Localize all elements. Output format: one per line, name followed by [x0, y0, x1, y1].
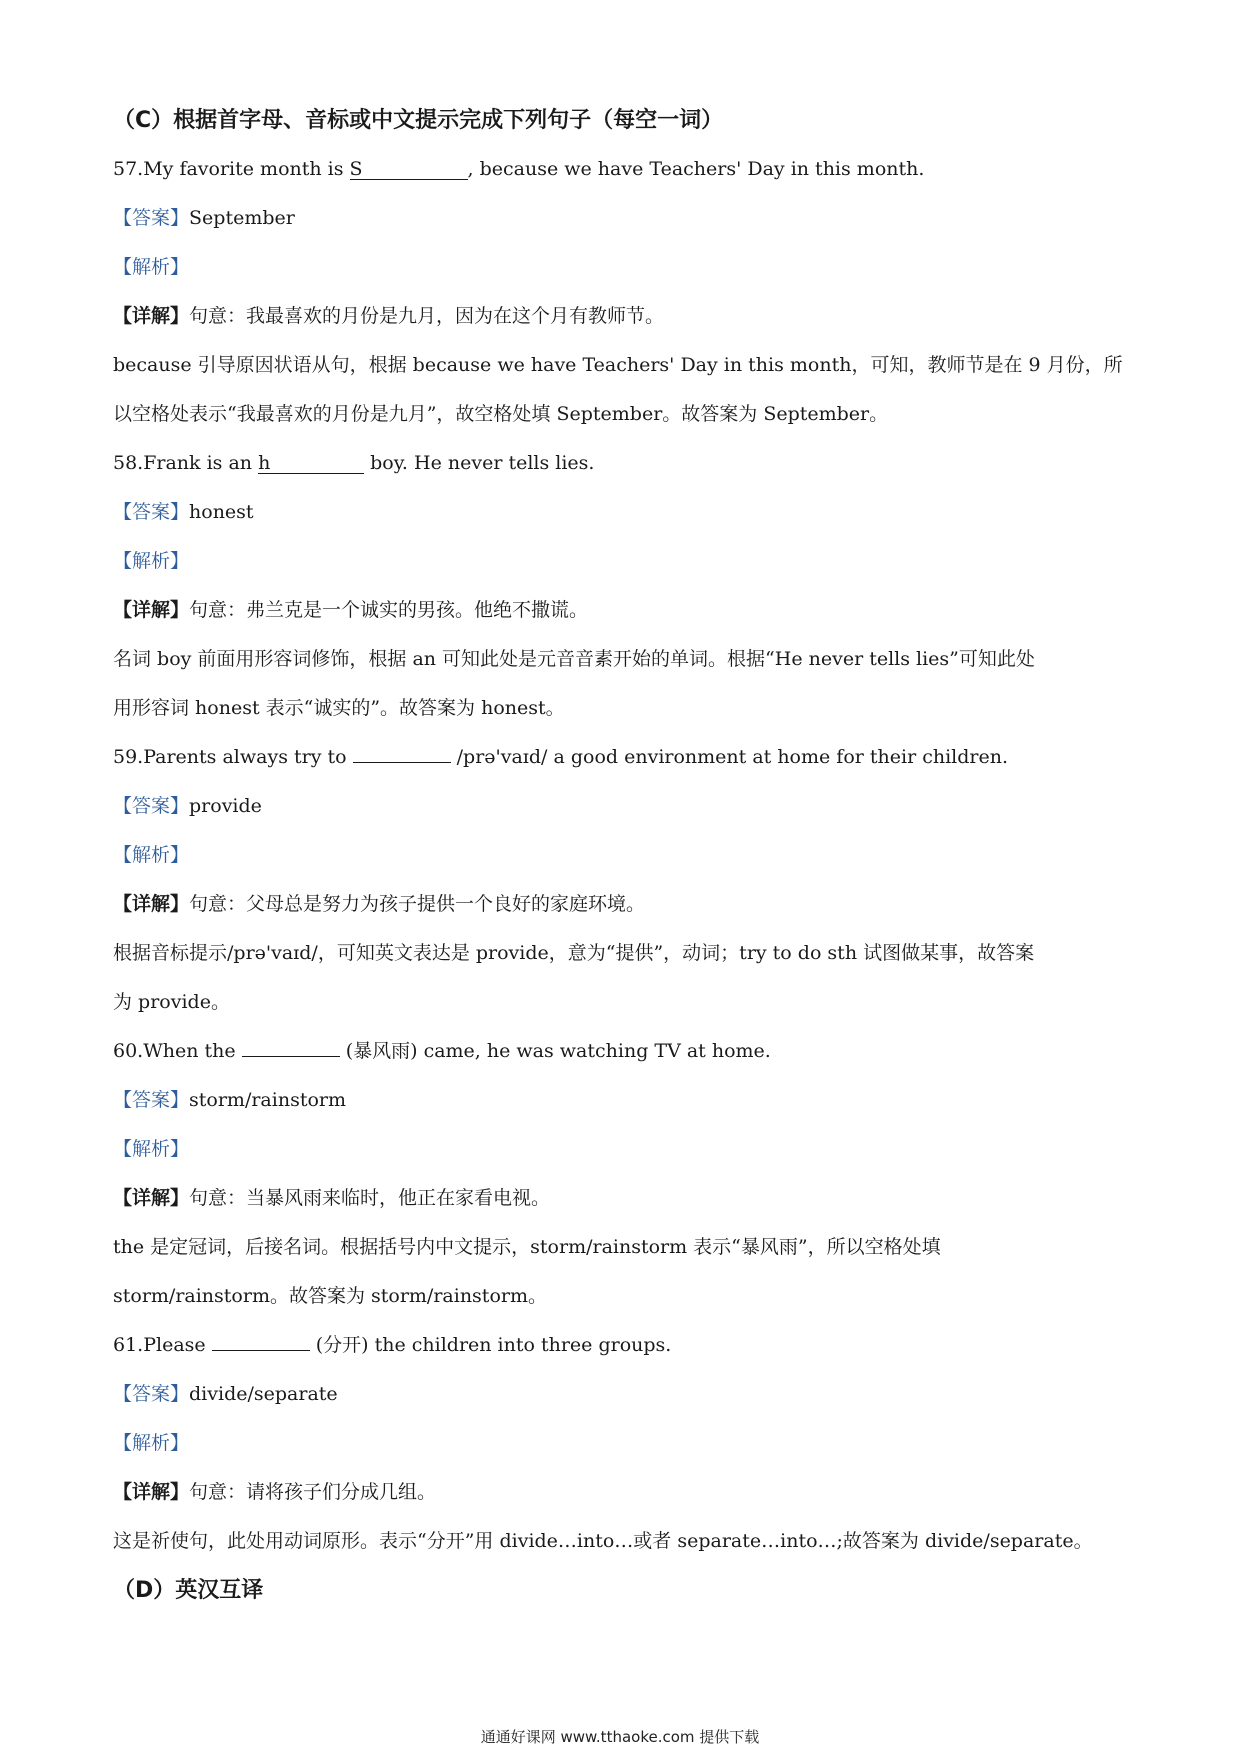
question-59: [113, 733, 1133, 782]
explanation-line: 以空格处表示“我最喜欢的月份是九月”，故空格处填 September。故答案为 September。: [113, 403, 889, 425]
detail-line-60: [113, 1174, 1133, 1223]
answer-text: storm/rainstorm: [189, 1089, 346, 1111]
explanation-line: 用形容词 honest 表示“诚实的”。故答案为 honest。: [113, 697, 565, 719]
analysis-line-61: [113, 1419, 1133, 1468]
analysis-tag: 【解析】: [113, 1138, 190, 1160]
answer-text: provide: [189, 795, 262, 817]
answer-blank: S: [350, 159, 468, 180]
explanation-line: the 是定冠词，后接名词。根据括号内中文提示，storm/rainstorm 表示“暴风雨”，所以空格处填: [113, 1236, 941, 1258]
detail-tag: 【详解】: [113, 893, 190, 915]
answer-line-60: [113, 1076, 1133, 1125]
question-58: [113, 439, 1133, 488]
analysis-tag: 【解析】: [113, 550, 190, 572]
analysis-tag: 【解析】: [113, 844, 190, 866]
analysis-tag: 【解析】: [113, 1432, 190, 1454]
detail-text: 句意：父母总是努力为孩子提供一个良好的家庭环境。: [189, 893, 646, 915]
answer-tag: 【答案】: [113, 795, 190, 817]
answer-line-58: [113, 488, 1133, 537]
page-footer: 通通好课网 www.tthaoke.com 提供下载: [480, 1728, 760, 1746]
question-suffix: boy. He never tells lies.: [364, 452, 595, 474]
section-d-title: （D）英汉互译: [113, 1578, 264, 1603]
answer-blank: [212, 1350, 310, 1351]
explanation-line: because 引导原因状语从句，根据 because we have Teachers' Day in this month，可知，教师节是在 9 月份，所: [113, 354, 1123, 376]
question-prefix: 60.When the: [113, 1040, 242, 1062]
detail-line-57: [113, 292, 1133, 341]
analysis-tag: 【解析】: [113, 256, 190, 278]
answer-tag: 【答案】: [113, 1089, 190, 1111]
analysis-line-58: [113, 537, 1133, 586]
answer-tag: 【答案】: [113, 501, 190, 523]
answer-blank: [242, 1056, 340, 1057]
question-60: [113, 1027, 1133, 1076]
question-suffix: /prə'vaɪd/ a good environment at home for their children.: [450, 746, 1009, 768]
answer-line-61: [113, 1370, 1133, 1419]
answer-blank: h: [258, 453, 364, 474]
detail-text: 句意：请将孩子们分成几组。: [189, 1481, 437, 1503]
explanation-line: 为 provide。: [113, 991, 230, 1013]
question-61: [113, 1321, 1133, 1370]
question-57: [113, 145, 1133, 194]
answer-text: honest: [189, 501, 254, 523]
analysis-line-57: [113, 243, 1133, 292]
explanation-line: storm/rainstorm。故答案为 storm/rainstorm。: [113, 1285, 547, 1307]
question-prefix: 58.Frank is an: [113, 452, 259, 474]
document-page: [113, 96, 1133, 1615]
detail-text: 句意：当暴风雨来临时，他正在家看电视。: [189, 1187, 551, 1209]
question-prefix: 61.Please: [113, 1334, 212, 1356]
section-c-title: （C）根据首字母、音标或中文提示完成下列句子（每空一词）: [113, 108, 724, 133]
detail-tag: 【详解】: [113, 599, 190, 621]
analysis-line-60: [113, 1125, 1133, 1174]
question-suffix: , because we have Teachers' Day in this month.: [467, 158, 925, 180]
explanation-line: 根据音标提示/prə'vaɪd/，可知英文表达是 provide，意为“提供”，动词；try to do sth 试图做某事，故答案: [113, 942, 1035, 964]
question-prefix: 59.Parents always try to: [113, 746, 353, 768]
answer-blank: [353, 762, 451, 763]
answer-tag: 【答案】: [113, 207, 190, 229]
answer-line-57: [113, 194, 1133, 243]
analysis-line-59: [113, 831, 1133, 880]
detail-line-59: [113, 880, 1133, 929]
question-prefix: 57.My favorite month is: [113, 158, 350, 180]
detail-tag: 【详解】: [113, 1481, 190, 1503]
detail-line-58: [113, 586, 1133, 635]
answer-tag: 【答案】: [113, 1383, 190, 1405]
detail-text: 句意：弗兰克是一个诚实的男孩。他绝不撒谎。: [189, 599, 589, 621]
explanation-line: 这是祈使句，此处用动词原形。表示“分开”用 divide…into…或者 separate…into…;故答案为 divide/separate。: [113, 1530, 1093, 1552]
detail-text: 句意：我最喜欢的月份是九月，因为在这个月有教师节。: [189, 305, 665, 327]
question-suffix: (暴风雨) came, he was watching TV at home.: [339, 1040, 771, 1062]
detail-tag: 【详解】: [113, 1187, 190, 1209]
detail-tag: 【详解】: [113, 305, 190, 327]
detail-line-61: [113, 1468, 1133, 1517]
explanation-line: 名词 boy 前面用形容词修饰，根据 an 可知此处是元音音素开始的单词。根据“He never tells lies”可知此处: [113, 648, 1035, 670]
answer-line-59: [113, 782, 1133, 831]
answer-text: September: [189, 207, 295, 229]
question-suffix: (分开) the children into three groups.: [309, 1334, 672, 1356]
answer-text: divide/separate: [189, 1383, 338, 1405]
